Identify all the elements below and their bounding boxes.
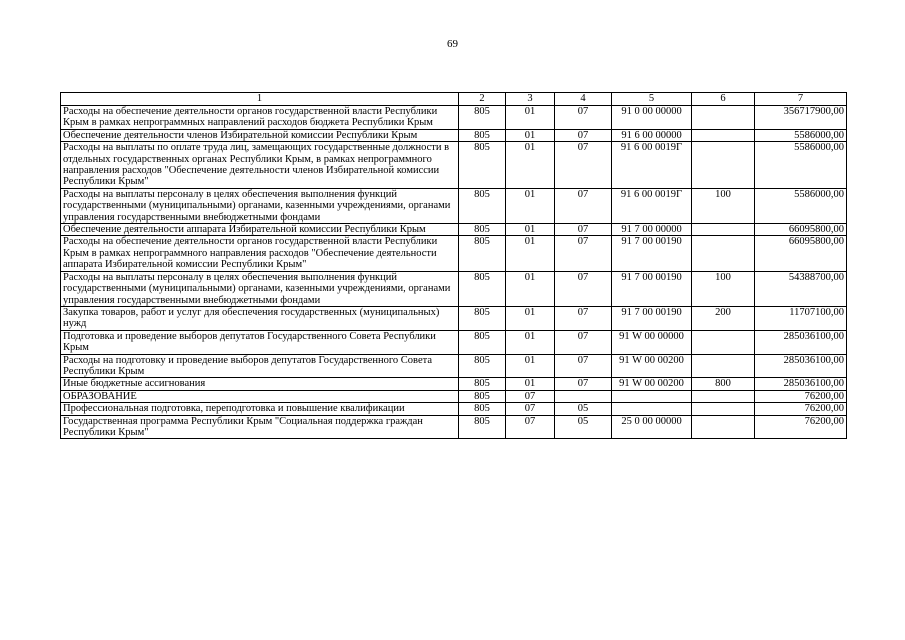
budget-table bbox=[60, 92, 847, 439]
row-grbs-cell: 805 bbox=[459, 188, 506, 223]
row-subsection-cell: 05 bbox=[555, 415, 612, 439]
row-amount-cell: 76200,00 bbox=[755, 403, 847, 415]
row-subsection-cell: 05 bbox=[555, 403, 612, 415]
row-name-cell: Расходы на выплаты по оплате труда лиц, замещающих государственные должности в отдельных государственных органах Республики Крым, в рамках непрограммного направления расходов "Обеспечение деятельности членов Избирательной комиссии Республики Крым" bbox=[61, 142, 459, 189]
row-name-cell: Обеспечение деятельности членов Избирательной комиссии Республики Крым bbox=[61, 129, 459, 141]
row-name-cell: Закупка товаров, работ и услуг для обеспечения государственных (муниципальных) нужд bbox=[61, 306, 459, 330]
row-amount-cell: 285036100,00 bbox=[755, 378, 847, 390]
row-subsection-cell: 07 bbox=[555, 224, 612, 236]
row-section-cell: 01 bbox=[506, 271, 555, 306]
row-target-article-cell: 91 7 00 00190 bbox=[612, 236, 692, 271]
row-section-cell: 01 bbox=[506, 306, 555, 330]
row-expense-type-cell bbox=[692, 224, 755, 236]
row-expense-type-cell bbox=[692, 415, 755, 439]
row-subsection-cell: 07 bbox=[555, 188, 612, 223]
row-grbs-cell: 805 bbox=[459, 306, 506, 330]
row-name-cell: Иные бюджетные ассигнования bbox=[61, 378, 459, 390]
row-expense-type-cell bbox=[692, 142, 755, 189]
row-amount-cell: 285036100,00 bbox=[755, 354, 847, 378]
row-amount-cell: 76200,00 bbox=[755, 415, 847, 439]
row-expense-type-cell bbox=[692, 106, 755, 130]
row-amount-cell: 5586000,00 bbox=[755, 142, 847, 189]
row-subsection-cell: 07 bbox=[555, 271, 612, 306]
row-name-cell: Расходы на выплаты персоналу в целях обеспечения выполнения функций государственными (муниципальными) органами, казенными учреждениями, органами управления государственными внебюджетными фондами bbox=[61, 188, 459, 223]
row-target-article-cell: 91 7 00 00190 bbox=[612, 271, 692, 306]
row-amount-cell: 76200,00 bbox=[755, 390, 847, 402]
row-name-cell: ОБРАЗОВАНИЕ bbox=[61, 390, 459, 402]
row-target-article-cell: 91 6 00 00000 bbox=[612, 129, 692, 141]
table-row bbox=[61, 224, 847, 236]
row-section-cell: 01 bbox=[506, 188, 555, 223]
table-row bbox=[61, 129, 847, 141]
row-amount-cell: 5586000,00 bbox=[755, 129, 847, 141]
page-number: 69 bbox=[447, 38, 458, 50]
column-header: 7 bbox=[755, 93, 847, 106]
row-grbs-cell: 805 bbox=[459, 271, 506, 306]
row-name-cell: Расходы на выплаты персоналу в целях обеспечения выполнения функций государственными (муниципальными) органами, казенными учреждениями, органами управления государственными внебюджетными фондами bbox=[61, 271, 459, 306]
column-header: 1 bbox=[61, 93, 459, 106]
row-expense-type-cell bbox=[692, 330, 755, 354]
row-target-article-cell: 91 W 00 00200 bbox=[612, 378, 692, 390]
row-name-cell: Расходы на подготовку и проведение выборов депутатов Государственного Совета Республики Крым bbox=[61, 354, 459, 378]
row-subsection-cell: 07 bbox=[555, 129, 612, 141]
row-target-article-cell bbox=[612, 390, 692, 402]
row-expense-type-cell bbox=[692, 390, 755, 402]
row-subsection-cell: 07 bbox=[555, 142, 612, 189]
row-expense-type-cell bbox=[692, 354, 755, 378]
row-target-article-cell: 91 0 00 00000 bbox=[612, 106, 692, 130]
table-row bbox=[61, 306, 847, 330]
table-row bbox=[61, 415, 847, 439]
row-expense-type-cell: 100 bbox=[692, 271, 755, 306]
row-grbs-cell: 805 bbox=[459, 142, 506, 189]
row-subsection-cell: 07 bbox=[555, 106, 612, 130]
row-subsection-cell: 07 bbox=[555, 330, 612, 354]
column-header: 2 bbox=[459, 93, 506, 106]
row-subsection-cell: 07 bbox=[555, 378, 612, 390]
row-section-cell: 07 bbox=[506, 403, 555, 415]
table-row bbox=[61, 403, 847, 415]
row-amount-cell: 356717900,00 bbox=[755, 106, 847, 130]
row-section-cell: 01 bbox=[506, 378, 555, 390]
table-row bbox=[61, 378, 847, 390]
row-grbs-cell: 805 bbox=[459, 354, 506, 378]
row-grbs-cell: 805 bbox=[459, 224, 506, 236]
row-name-cell: Профессиональная подготовка, переподготовка и повышение квалификации bbox=[61, 403, 459, 415]
row-section-cell: 01 bbox=[506, 142, 555, 189]
row-target-article-cell: 25 0 00 00000 bbox=[612, 415, 692, 439]
row-grbs-cell: 805 bbox=[459, 403, 506, 415]
table-row bbox=[61, 271, 847, 306]
row-grbs-cell: 805 bbox=[459, 330, 506, 354]
row-subsection-cell: 07 bbox=[555, 236, 612, 271]
row-target-article-cell bbox=[612, 403, 692, 415]
row-target-article-cell: 91 7 00 00000 bbox=[612, 224, 692, 236]
row-target-article-cell: 91 7 00 00190 bbox=[612, 306, 692, 330]
table-row bbox=[61, 236, 847, 271]
row-expense-type-cell bbox=[692, 129, 755, 141]
row-section-cell: 01 bbox=[506, 354, 555, 378]
column-header: 6 bbox=[692, 93, 755, 106]
table-row bbox=[61, 390, 847, 402]
row-expense-type-cell: 800 bbox=[692, 378, 755, 390]
row-target-article-cell: 91 W 00 00000 bbox=[612, 330, 692, 354]
row-amount-cell: 54388700,00 bbox=[755, 271, 847, 306]
row-expense-type-cell bbox=[692, 236, 755, 271]
column-number-row bbox=[61, 93, 847, 106]
row-section-cell: 01 bbox=[506, 106, 555, 130]
row-section-cell: 01 bbox=[506, 129, 555, 141]
row-grbs-cell: 805 bbox=[459, 378, 506, 390]
column-header: 4 bbox=[555, 93, 612, 106]
column-header: 5 bbox=[612, 93, 692, 106]
row-amount-cell: 285036100,00 bbox=[755, 330, 847, 354]
row-target-article-cell: 91 6 00 0019Г bbox=[612, 188, 692, 223]
table-row bbox=[61, 142, 847, 189]
row-name-cell: Государственная программа Республики Крым "Социальная поддержка граждан Республики Крым" bbox=[61, 415, 459, 439]
row-name-cell: Обеспечение деятельности аппарата Избирательной комиссии Республики Крым bbox=[61, 224, 459, 236]
row-section-cell: 07 bbox=[506, 415, 555, 439]
column-header: 3 bbox=[506, 93, 555, 106]
row-amount-cell: 66095800,00 bbox=[755, 236, 847, 271]
table-row bbox=[61, 354, 847, 378]
row-section-cell: 01 bbox=[506, 330, 555, 354]
row-grbs-cell: 805 bbox=[459, 236, 506, 271]
row-expense-type-cell: 200 bbox=[692, 306, 755, 330]
row-target-article-cell: 91 6 00 0019Г bbox=[612, 142, 692, 189]
row-subsection-cell: 07 bbox=[555, 306, 612, 330]
row-expense-type-cell bbox=[692, 403, 755, 415]
row-name-cell: Подготовка и проведение выборов депутатов Государственного Совета Республики Крым bbox=[61, 330, 459, 354]
row-amount-cell: 11707100,00 bbox=[755, 306, 847, 330]
row-subsection-cell: 07 bbox=[555, 354, 612, 378]
row-section-cell: 07 bbox=[506, 390, 555, 402]
row-subsection-cell bbox=[555, 390, 612, 402]
table-row bbox=[61, 106, 847, 130]
row-amount-cell: 66095800,00 bbox=[755, 224, 847, 236]
row-grbs-cell: 805 bbox=[459, 106, 506, 130]
row-grbs-cell: 805 bbox=[459, 129, 506, 141]
row-section-cell: 01 bbox=[506, 224, 555, 236]
table-row bbox=[61, 330, 847, 354]
row-target-article-cell: 91 W 00 00200 bbox=[612, 354, 692, 378]
row-expense-type-cell: 100 bbox=[692, 188, 755, 223]
row-name-cell: Расходы на обеспечение деятельности органов государственной власти Республики Крым в рамках непрограммных направлений расходов бюджета Республики Крым bbox=[61, 106, 459, 130]
row-amount-cell: 5586000,00 bbox=[755, 188, 847, 223]
row-name-cell: Расходы на обеспечение деятельности органов государственной власти Республики Крым в рамках непрограммного направления расходов "Обеспечение деятельности аппарата Избирательной комиссии Республики Крым" bbox=[61, 236, 459, 271]
table-row bbox=[61, 188, 847, 223]
row-grbs-cell: 805 bbox=[459, 390, 506, 402]
row-grbs-cell: 805 bbox=[459, 415, 506, 439]
row-section-cell: 01 bbox=[506, 236, 555, 271]
